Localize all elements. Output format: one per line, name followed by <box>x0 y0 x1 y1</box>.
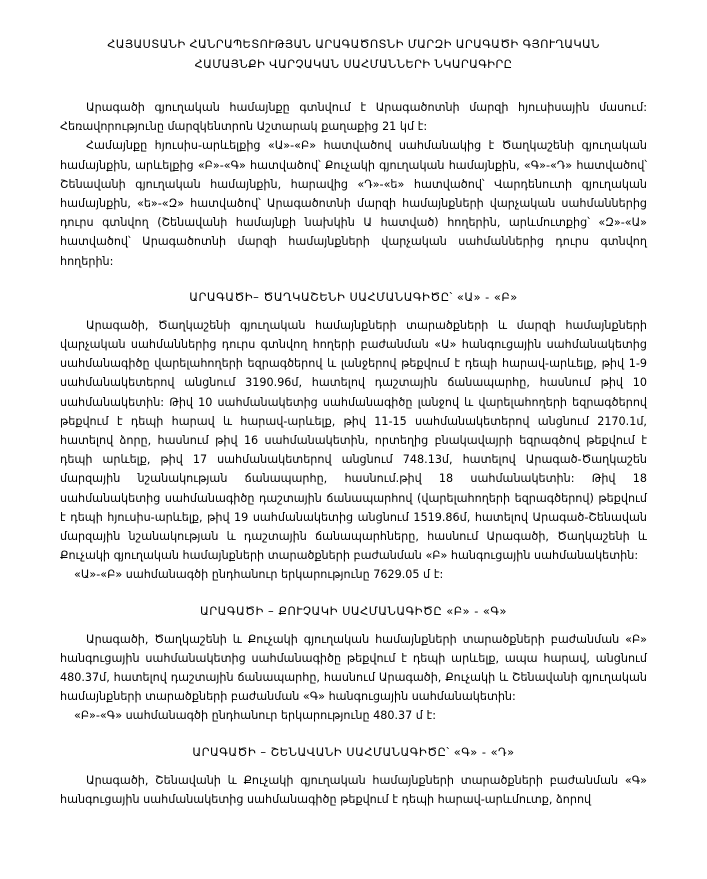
page-title <box>60 0 647 74</box>
page-title-line-2: ՀԱՄԱՅՆՔԻ ՎԱՐՉԱԿԱՆ ՍԱՀՄԱՆՆԵՐԻ ՆԿԱՐԱԳԻՐԸ <box>194 57 513 71</box>
section-heading-a-b: ԱՐԱԳԱԾԻ– ԾԱՂԿԱՇԵՆԻ ՍԱՀՄԱՆԱԳԻԾԸ՝ «Ա» - «Բ» <box>189 289 518 304</box>
spacer <box>60 726 647 743</box>
section-heading-b-g: ԱՐԱԳԱԾԻ – ՔՈՒՉԱԿԻ ՍԱՀՄԱՆԱԳԻԾԸ «Բ» - «Գ» <box>200 603 507 618</box>
section-body-a-b: Արագածի, Ծաղկաշենի գյուղական համայնքների տարածքների և մարզի համայնքների վարչական սահմաններից դուրս գտնվող հողերի բաժանման «Ա» հանգուցային սահմանակետից սահմանագիծը վարելահողերի եզրագծերով և լանջերով թեքվում է դեպի հարավ-արևելք, թիվ 1-9 սահմանակետերով անցնում 3190.96մ, հատելով դաշտային ճանապարհը, հասնում թիվ 10 սահմանակետին: Թիվ 10 սահմանակետից սահմանագիծը լանջով և վարելահողերի եզրագծերով թեքվում է դեպի հարավ և հարավ-արևելք, թիվ 11-15 սահմանակետերով անցնում 2170.1մ, հատելով ձորը, հասնում թիվ 16 սահմանակետին, որտեղից բնակավայրի եզրագծով թեքվում է դեպի արևելք, թիվ 17 սահմանակետերով անցնում 748.13մ, հատելով Արագած-Ծաղկաշեն մարզային նշանակության ճանապարհը, հասնում.թիվ 18 սահմանակետին: Թիվ 18 սահմանակետից սահմանագիծը դաշտային ճանապարհով (վարելահողերի եզրագծերով) թեքվում է դեպի հյուսիս-արևելք, թիվ 19 սահմանակետից անցնում 1519.86մ, հատելով Արագած-Շենավան մարզային նշանակության և դաշտային ճանապարհները, հասնում Արագածի, Ծաղկաշենի և Քուչակի գյուղական համայնքների տարածքների բաժանման «Բ» հանգուցային սահմանակետին: <box>60 318 647 563</box>
spacer <box>60 74 647 98</box>
section-measure-a-b: «Ա»-«Բ» սահմանագծի ընդհանուր երկարությունը 7629.05 մ է: <box>74 568 444 582</box>
intro-paragraph-2: Համայնքը հյուսիս-արևելքից «Ա»-«Բ» հատվածով սահմանակից է Ծաղկաշենի գյուղական համայնքին, արևելքից «Բ»-«Գ» հատվածով՝ Քուչակի գյուղական համայնքին, «Գ»-«Դ» հատվածով՝ Շենավանի գյուղական համայնքին, հարավից «Դ»-«ե» հատվածով՝ Վարդենուտի գյուղական համայնքին, «ե»-«Զ» հատվածով՝ Արագածոտնի մարզի համայնքների վարչական սահմաններից դուրս գտնվող (Շենավանի համայնքի նախկին Ա հատված) հողերին, արևմուտքից՝ «Զ»-«Ա» հատվածով՝ Արագածոտնի մարզի համայնքների վարչական սահմաններից դուրս գտնվող հողերին: <box>60 139 647 268</box>
spacer <box>60 271 647 288</box>
intro-paragraph-1: Արագածի գյուղական համայնքը գտնվում է Արագածոտնի մարզի հյուսիսային մասում: Հեռավորությունը մարզկենտրոն Աշտարակ քաղաքից 21 կմ է: <box>60 101 647 134</box>
page-title-line-1: ՀԱՅԱՍՏԱՆԻ ՀԱՆՐԱՊԵՏՈՒԹՅԱՆ ԱՐԱԳԱԾՈՏՆԻ ՄԱՐԶԻ ԱՐԱԳԱԾԻ ԳՅՈՒՂԱԿԱՆ <box>107 37 600 51</box>
section-body-b-g: Արագածի, Ծաղկաշենի և Քուչակի գյուղական համայնքների տարածքների բաժանման «Բ» հանգուցային սահմանակետից սահմանագիծը թեքվում է դեպի արևելք, ապա հարավ, անցնում 480.37մ, հատելով դաշտային ճանապարհը, հասնում Արագածի, Քուչակի և Շենավանի գյուղական համայնքների տարածքների բաժանման «Գ» հանգուցային սահմանակետին: <box>60 632 647 704</box>
spacer <box>60 621 647 630</box>
section-heading-g-d: ԱՐԱԳԱԾԻ – ՇԵՆԱՎԱՆԻ ՍԱՀՄԱՆԱԳԻԾԸ՝ «Գ» - «Դ» <box>192 744 515 759</box>
spacer <box>60 307 647 316</box>
spacer <box>60 585 647 602</box>
spacer <box>60 762 647 771</box>
section-measure-b-g: «Բ»-«Գ» սահմանագծի ընդհանուր երկարությունը 480.37 մ է: <box>74 709 436 723</box>
section-body-g-d: Արագածի, Շենավանի և Քուչակի գյուղական համայնքների տարածքների բաժանման «Գ» հանգուցային սահմանակետից սահմանագիծը թեքվում է դեպի հարավ-արևմուտք, ձորով <box>60 773 647 806</box>
